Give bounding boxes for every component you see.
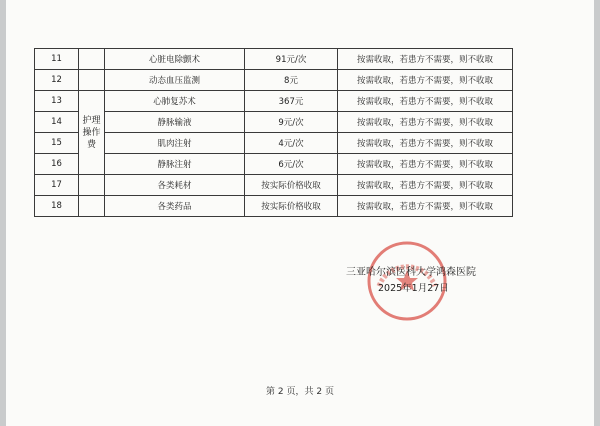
item-name: 心脏电除颤术 xyxy=(105,49,245,70)
row-number: 15 xyxy=(35,133,79,154)
table-row xyxy=(35,154,513,175)
item-price: 4元/次 xyxy=(245,133,338,154)
table-row xyxy=(35,196,513,217)
item-note: 按需收取，若患方不需要，则不收取 xyxy=(338,70,513,91)
row-number: 14 xyxy=(35,112,79,133)
row-number: 13 xyxy=(35,91,79,112)
category-label-line3: 费 xyxy=(86,139,96,150)
row-number: 17 xyxy=(35,175,79,196)
table-row xyxy=(35,175,513,196)
category-cell xyxy=(79,91,105,175)
item-note: 按需收取，若患方不需要，则不收取 xyxy=(338,154,513,175)
item-note: 按需收取，若患方不需要，则不收取 xyxy=(338,133,513,154)
category-cell-empty xyxy=(79,175,105,196)
document-page xyxy=(6,0,594,426)
category-cell-empty xyxy=(79,70,105,91)
item-price: 按实际价格收取 xyxy=(245,196,338,217)
table-row xyxy=(35,133,513,154)
category-cell-empty xyxy=(79,196,105,217)
item-price: 6元/次 xyxy=(245,154,338,175)
category-label-line2: 操作 xyxy=(82,127,101,138)
category-label-line1: 护理 xyxy=(82,115,101,126)
item-name: 动态血压监测 xyxy=(105,70,245,91)
item-price: 91元/次 xyxy=(245,49,338,70)
row-number: 11 xyxy=(35,49,79,70)
item-name: 静脉输液 xyxy=(105,112,245,133)
item-price: 367元 xyxy=(245,91,338,112)
item-name: 静脉注射 xyxy=(105,154,245,175)
page-footer: 第 2 页，共 2 页 xyxy=(266,387,334,397)
item-name: 心肺复苏术 xyxy=(105,91,245,112)
item-price: 8元 xyxy=(245,70,338,91)
table-row xyxy=(35,91,513,112)
item-name: 各类药品 xyxy=(105,196,245,217)
item-note: 按需收取，若患方不需要，则不收取 xyxy=(338,175,513,196)
item-name: 肌肉注射 xyxy=(105,133,245,154)
item-note: 按需收取，若患方不需要，则不收取 xyxy=(338,112,513,133)
row-number: 18 xyxy=(35,196,79,217)
table-row xyxy=(35,49,513,70)
table-row xyxy=(35,112,513,133)
hospital-name: 三亚哈尔滨医科大学鸿森医院 xyxy=(346,267,476,278)
row-number: 16 xyxy=(35,154,79,175)
signature-date: 2025年1月27日 xyxy=(378,283,449,294)
item-price: 按实际价格收取 xyxy=(245,175,338,196)
table-row xyxy=(35,70,513,91)
item-note: 按需收取，若患方不需要，则不收取 xyxy=(338,91,513,112)
row-number: 12 xyxy=(35,70,79,91)
item-name: 各类耗材 xyxy=(105,175,245,196)
category-cell-empty xyxy=(79,49,105,70)
item-price: 9元/次 xyxy=(245,112,338,133)
fee-table xyxy=(34,48,513,217)
item-note: 按需收取，若患方不需要，则不收取 xyxy=(338,49,513,70)
item-note: 按需收取，若患方不需要，则不收取 xyxy=(338,196,513,217)
